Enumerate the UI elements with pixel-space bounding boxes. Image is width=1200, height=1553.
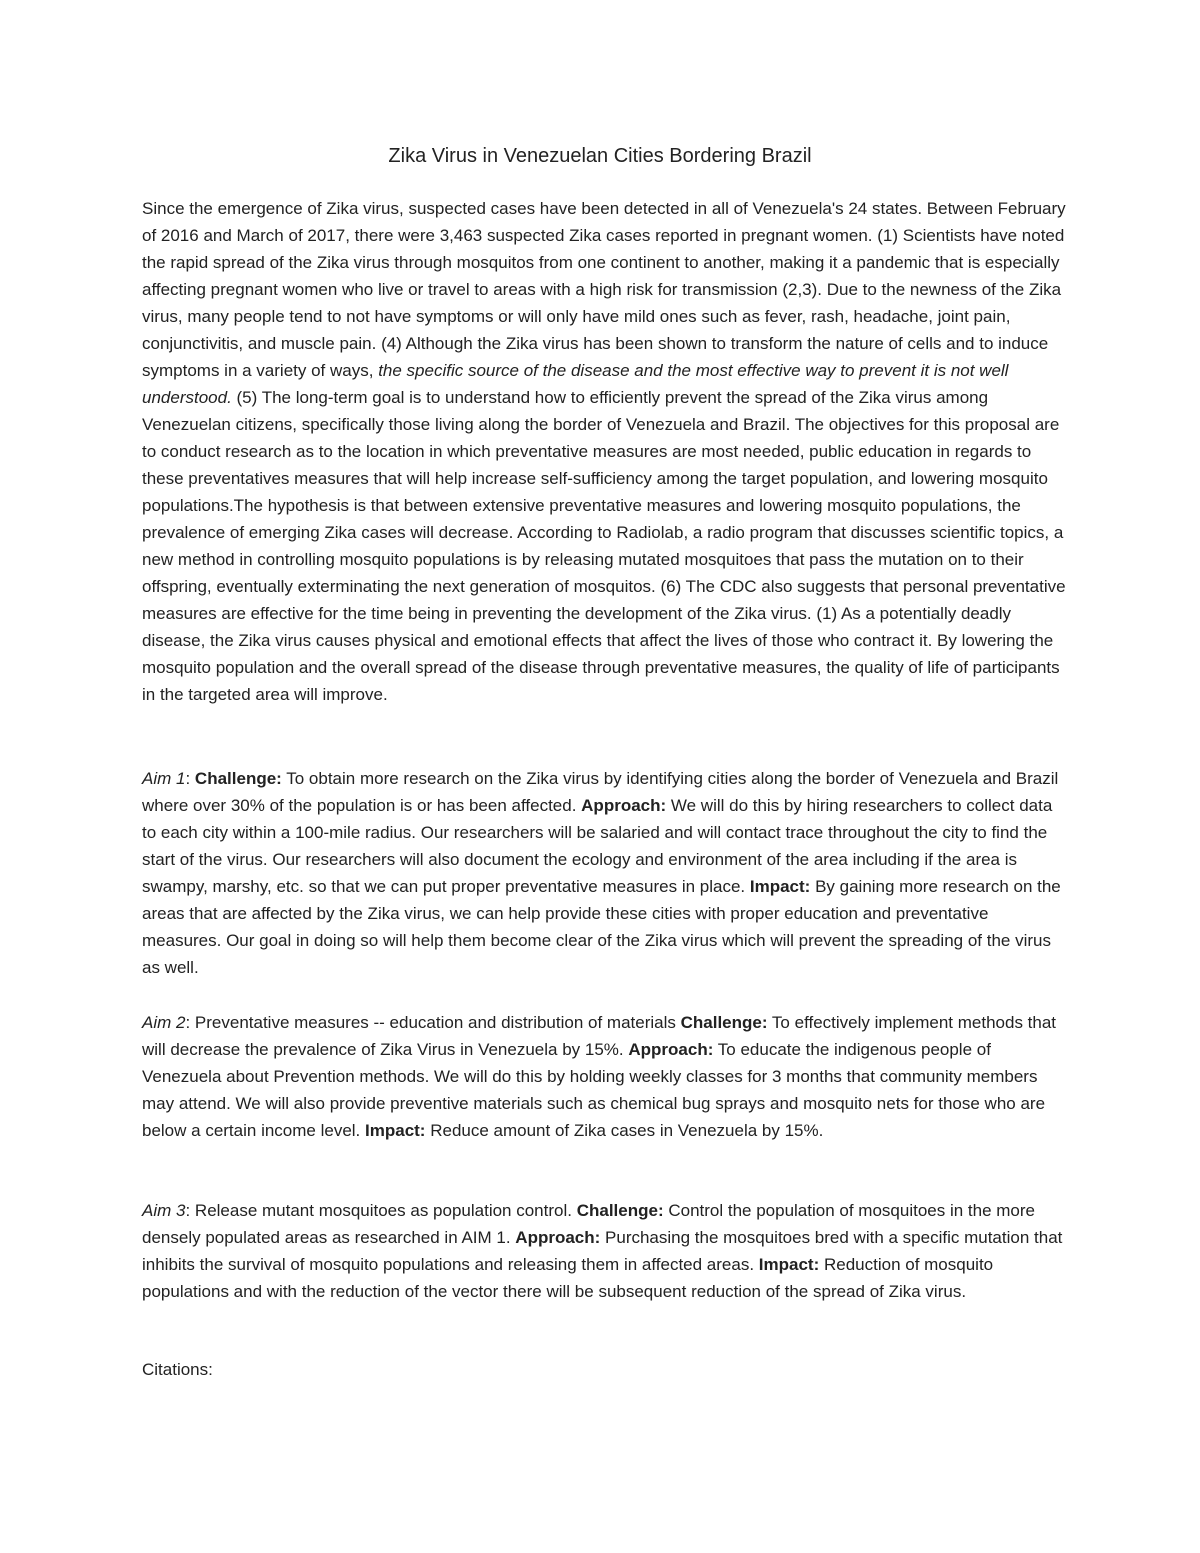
document-title: Zika Virus in Venezuelan Cities Bordering Brazil (388, 145, 812, 167)
aim-3-approach-label: Approach: (515, 1228, 601, 1247)
aim-3-impact-label: Impact: (758, 1255, 820, 1274)
aim-2-impact-label: Impact: (365, 1121, 426, 1140)
aim-2-approach-label: Approach: (628, 1040, 714, 1059)
intro-paragraph (142, 195, 1067, 708)
aim-1-impact-label: Impact: (749, 877, 811, 896)
aim-2-paragraph (142, 1009, 1067, 1144)
aim-2-challenge-text: To effectively implement methods that will decrease the prevalence of Zika Virus in Venezuela by 15%. (142, 1013, 1057, 1059)
aim-2-approach-text: To educate the indigenous people of Venezuela about Prevention methods. We will do this by holding weekly classes for 3 months that community members may attend. We will also provide preventive materials such as chemical bug sprays and mosquito nets for those who are below a certain income level. (142, 1040, 1046, 1140)
aim-3-paragraph (142, 1197, 1067, 1305)
aim-1-separator: : (185, 769, 195, 788)
aim-1-impact-text: By gaining more research on the areas that are affected by the Zika virus, we can help provide these cities with proper education and preventative measures. Our goal in doing so will help them become clear of the Zika virus which will prevent the spreading of the virus as well. (142, 877, 1061, 977)
aim-3-impact-text: Reduction of mosquito populations and with the reduction of the vector there will be subsequent reduction of the spread of Zika virus. (142, 1255, 994, 1301)
aim-1-paragraph (142, 765, 1067, 981)
aim-3-challenge-text: Control the population of mosquitoes in the more densely populated areas as researched in AIM 1. (142, 1201, 1035, 1247)
aim-1-approach-text: We will do this by hiring researchers to collect data to each city within a 100-mile radius. Our researchers will be salaried and will contact trace throughout the city to find the start of the virus. Our researchers will also document the ecology and environment of the area including if the area is swampy, marshy, etc. so that we can put proper preventative measures in place. (142, 796, 1053, 896)
aim-3-intro-text: : Release mutant mosquitoes as population control. (185, 1201, 577, 1220)
aim-1-label: Aim 1 (142, 769, 186, 788)
intro-text-part1: Since the emergence of Zika virus, suspected cases have been detected in all of Venezuela's 24 states. Between February of 2016 and March of 2017, there were 3,463 suspected Zika cases reported in pregnant women. (1) Scientists have noted the rapid spread of the Zika virus through mosquitos from one continent to another, making it a pandemic that is especially affecting pregnant women who live or travel to areas with a high risk for transmission (2,3). Due to the newness of the Zika virus, many people tend to not have symptoms or will only have mild ones such as fever, rash, headache, joint pain, conjunctivitis, and muscle pain. (4) Although the Zika virus has been shown to transform the nature of cells and to induce symptoms in a variety of ways, (142, 199, 1066, 380)
aim-3-label: Aim 3 (142, 1201, 186, 1220)
aim-2-challenge-label: Challenge: (680, 1013, 768, 1032)
aim-1-approach-label: Approach: (581, 796, 667, 815)
aim-3-approach-text: Purchasing the mosquitoes bred with a specific mutation that inhibits the survival of mosquito populations and releasing them in affected areas. (142, 1228, 1063, 1274)
intro-text-part2: (5) The long-term goal is to understand how to efficiently prevent the spread of the Zika virus among Venezuelan citizens, specifically those living along the border of Venezuela and Brazil. The objectives for this proposal are to conduct research as to the location in which preventative measures are most needed, public education in regards to these preventatives measures that will help increase self-sufficiency among the target population, and lowering mosquito populations.The hypothesis is that between extensive preventative measures and lowering mosquito populations, the prevalence of emerging Zika cases will decrease. According to Radiolab, a radio program that discusses scientific topics, a new method in controlling mosquito populations is by releasing mutated mosquitoes that pass the mutation on to their offspring, eventually exterminating the next generation of mosquitos. (6) The CDC also suggests that personal preventative measures are effective for the time being in preventing the development of the Zika virus. (1) As a potentially deadly disease, the Zika virus causes physical and emotional effects that affect the lives of those who contract it. By lowering the mosquito population and the overall spread of the disease through preventative measures, the quality of life of participants in the targeted area will improve. (142, 388, 1066, 704)
aim-2-label: Aim 2 (142, 1013, 186, 1032)
aim-1-challenge-text: To obtain more research on the Zika virus by identifying cities along the border of Venezuela and Brazil where over 30% of the population is or has been affected. (142, 769, 1059, 815)
aim-3-challenge-label: Challenge: (576, 1201, 664, 1220)
aim-1-challenge-label: Challenge: (194, 769, 282, 788)
intro-emphasis: the specific source of the disease and the most effective way to prevent it is not well understood. (142, 361, 1009, 407)
aim-2-intro-text: : Preventative measures -- education and distribution of materials (185, 1013, 681, 1032)
citations-heading: Citations: (142, 1360, 213, 1379)
aim-2-impact-text: Reduce amount of Zika cases in Venezuela by 15%. (425, 1121, 824, 1140)
